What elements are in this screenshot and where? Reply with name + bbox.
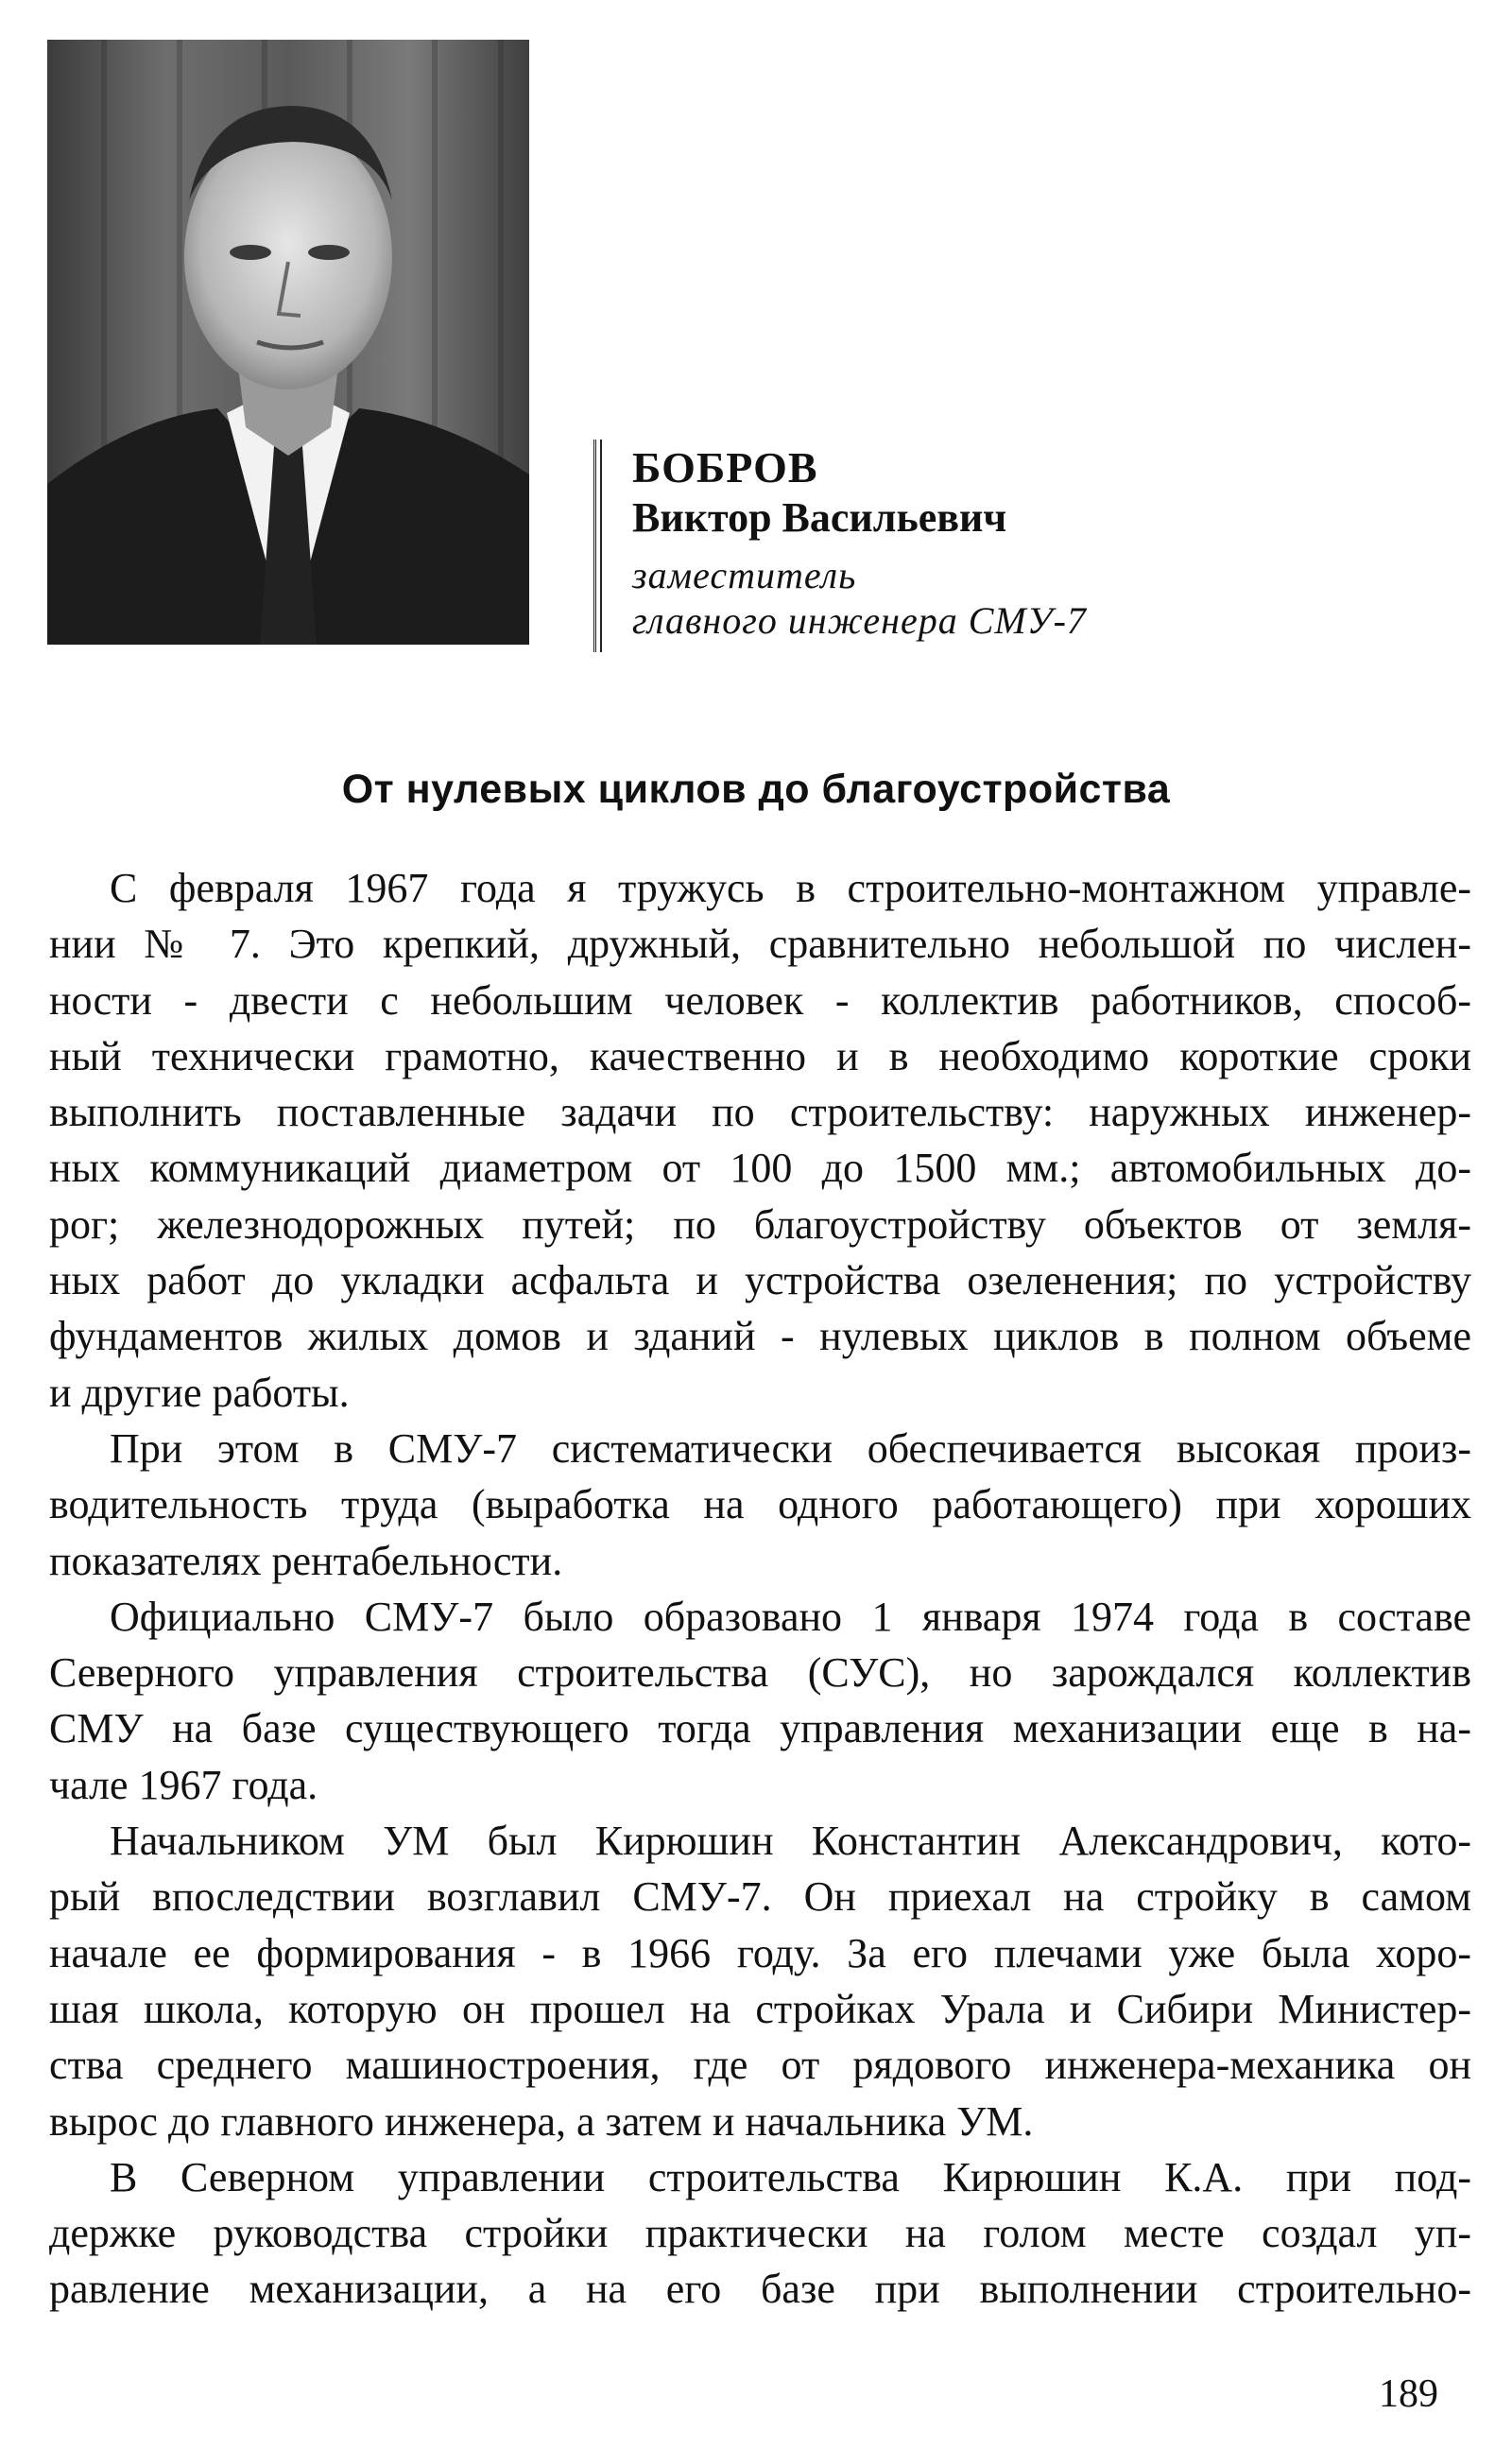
text-line: фундаментов жилых домов и зданий - нулевых циклов в полном объеме [49, 1313, 1471, 1360]
text-line: выполнить поставленные задачи по строительству: наружных инженер- [49, 1089, 1471, 1136]
text-line: держке руководства стройки практически на голом месте создал уп- [49, 2210, 1471, 2257]
text-line: Официально СМУ-7 было образовано 1 января 1974 года в составе [110, 1593, 1471, 1640]
text-line: водительность труда (выработка на одного работающего) при хороших [49, 1481, 1471, 1528]
text-line: рог; железнодорожных путей; по благоустройству объектов от земля- [49, 1200, 1471, 1248]
text-line: СМУ на базе существующего тогда управления механизации еще в на- [49, 1705, 1471, 1752]
job-title-line-1: заместитель [632, 554, 857, 596]
text-line: показателях рентабельности. [49, 1537, 563, 1584]
text-line: ности - двести с небольшим человек - коллектив работников, способ- [49, 976, 1471, 1024]
text-line: равление механизации, а на его базе при выполнении строительно- [49, 2266, 1471, 2313]
page-number: 189 [1379, 2372, 1438, 2416]
caption-block [593, 440, 1087, 652]
article-body [49, 860, 1471, 2318]
text-line: Начальником УМ был Кирюшин Константин Александрович, кото- [110, 1818, 1471, 1865]
portrait-photo [47, 40, 529, 645]
text-line: ных работ до укладки асфальта и устройства озеленения; по устройству [49, 1257, 1471, 1304]
job-title-line-2: главного инженера СМУ-7 [632, 599, 1087, 642]
text-line: рый впоследствии возглавил СМУ-7. Он приехал на стройку в самом [49, 1873, 1471, 1921]
text-line: В Северном управлении строительства Кирюшин К.А. при под- [110, 2153, 1471, 2200]
text-line: ных коммуникаций диаметром от 100 до 1500 мм.; автомобильных до- [49, 1145, 1471, 1192]
text-line: нии № 7. Это крепкий, дружный, сравнительно небольшой по числен- [49, 921, 1471, 968]
text-line: ный технически грамотно, качественно и в необходимо короткие сроки [49, 1032, 1471, 1079]
text-line: вырос до главного инженера, а затем и начальника УМ. [49, 2097, 1034, 2145]
portrait-illustration [47, 40, 529, 645]
text-line: При этом в СМУ-7 систематически обеспечивается высокая произ- [110, 1424, 1471, 1472]
surname: БОБРОВ [632, 443, 818, 492]
text-line: начале ее формирования - в 1966 году. За его плечами уже была хоро- [49, 1929, 1471, 1976]
job-title [632, 553, 1087, 644]
text-line: Северного управления строительства (СУС), но зарождался коллектив [49, 1649, 1471, 1697]
article-headline: От нулевых циклов до благоустройства [341, 767, 1171, 812]
text-line: С февраля 1967 года я тружусь в строительно-монтажном управле- [110, 865, 1471, 911]
text-line: шая школа, которую он прошел на стройках Урала и Сибири Министер- [49, 1985, 1471, 2032]
given-name: Виктор Васильевич [632, 494, 1007, 541]
text-line: и другие работы. [49, 1369, 350, 1416]
text-line: чале 1967 года. [49, 1761, 318, 1808]
text-line: ства среднего машиностроения, где от рядового инженера-механика он [49, 2042, 1471, 2089]
